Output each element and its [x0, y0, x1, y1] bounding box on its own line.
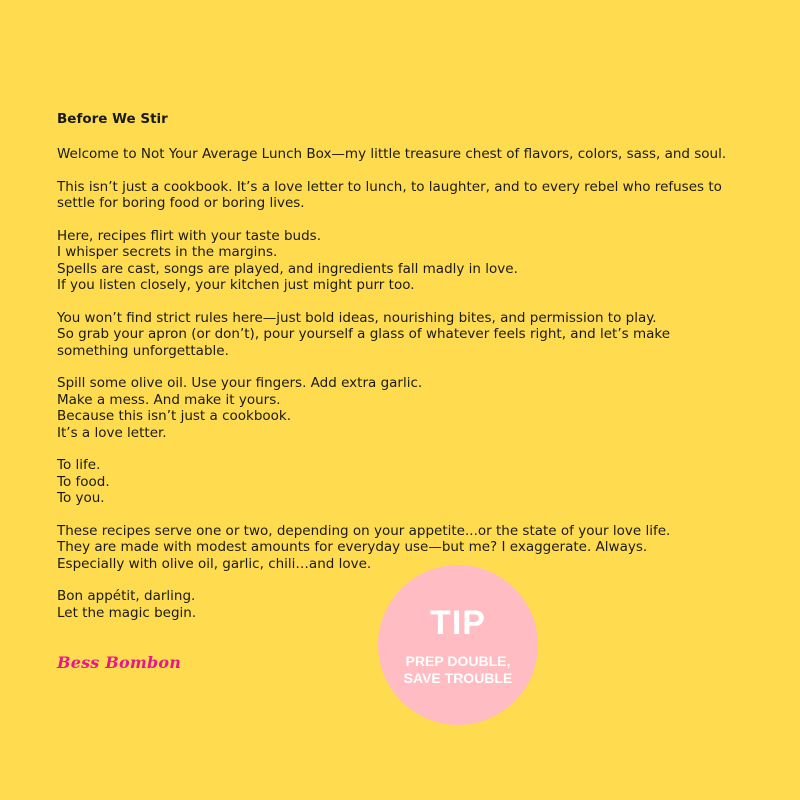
text-line: I whisper secrets in the margins. [57, 244, 278, 260]
text-line: something unforgettable. [57, 342, 229, 359]
text-line: Especially with olive oil, garlic, chili…and love. [57, 555, 372, 572]
tip-line: PREP DOUBLE, [405, 653, 511, 669]
paragraph-recipes-flirt [57, 228, 757, 294]
paragraph-welcome [57, 146, 757, 163]
text-line: To food. [57, 473, 110, 490]
page-heading: Before We Stir [57, 111, 168, 127]
text-line: So grab your apron (or don’t), pour yourself a glass of whatever feels right, and let’s make [57, 326, 671, 342]
paragraph-no-rules [57, 310, 757, 360]
text-line: This isn’t just a cookbook. It’s a love letter to lunch, to laughter, and to every rebel who refuses to [57, 178, 722, 195]
author-signature: Bess Bombon [57, 653, 182, 672]
intro-text [57, 146, 757, 637]
text-line: Spill some olive oil. Use your fingers. Add extra garlic. [57, 375, 423, 391]
text-line: Bon appétit, darling. [57, 588, 196, 604]
text-line: Spells are cast, songs are played, and ingredients fall madly in love. [57, 260, 518, 277]
text-line: If you listen closely, your kitchen just might purr too. [57, 277, 415, 293]
paragraph-servings [57, 523, 757, 573]
paragraph-to-life [57, 457, 757, 507]
text-line: It’s a love letter. [57, 424, 167, 441]
text-line: To you. [57, 490, 105, 506]
tip-line: SAVE TROUBLE [403, 670, 513, 686]
text-line: These recipes serve one or two, depending on your appetite...or the state of your love life. [57, 522, 671, 539]
paragraph-make-a-mess [57, 375, 757, 441]
text-line: Welcome to Not Your Average Lunch Box—my little treasure chest of flavors, colors, sass, and soul. [57, 146, 727, 162]
text-line: You won’t find strict rules here—just bold ideas, nourishing bites, and permission to play. [57, 309, 657, 326]
text-line: Here, recipes flirt with your taste buds. [57, 227, 322, 244]
paragraph-love-letter [57, 179, 757, 212]
text-line: Because this isn’t just a cookbook. [57, 408, 292, 424]
text-line: Let the magic begin. [57, 604, 197, 621]
text-line: They are made with modest amounts for everyday use—but me? I exaggerate. Always. [57, 539, 648, 555]
text-line: To life. [57, 457, 101, 473]
tip-badge [378, 565, 538, 725]
tip-text [378, 653, 538, 687]
text-line: Make a mess. And make it yours. [57, 391, 281, 408]
tip-title: TIP [430, 604, 486, 642]
text-line: settle for boring food or boring lives. [57, 195, 305, 211]
